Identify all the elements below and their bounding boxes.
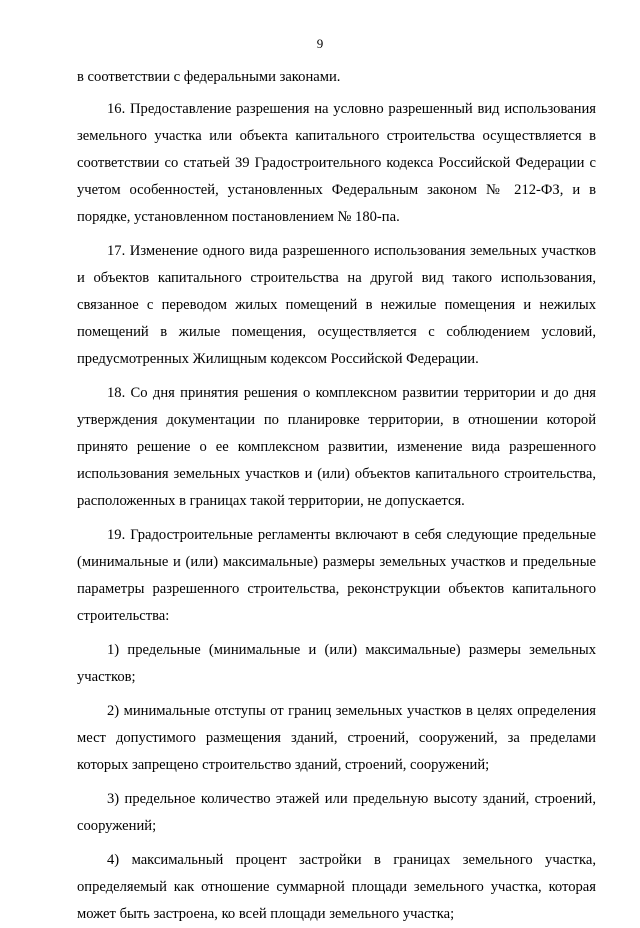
- paragraph-continuation: в соответствии с федеральными законами.: [77, 69, 341, 85]
- paragraph-17: 17. Изменение одного вида разрешенного использования земельных участков и объектов капитального строительства на другой вид такого использования, связанное с переводом жилых помещений в нежилые помещения и нежилых помещений в жилые помещения, осуществляется с соблюдением условий, предусмотренных Жилищным кодексом Российской Федерации.: [77, 243, 596, 367]
- paragraph-16: 16. Предоставление разрешения на условно разрешенный вид использования земельного участка или объекта капитального строительства осуществляется в соответствии со статьей 39 Градостроительного кодекса Российской Федерации с учетом особенностей, установленных Федеральным законом № 212-ФЗ, и в порядке, установленном постановлением № 180-па.: [77, 101, 596, 225]
- list-item-4: 4) максимальный процент застройки в границах земельного участка, определяемый как отношение суммарной площади земельного участка, которая может быть застроена, ко всей площади земельного участка;: [77, 852, 596, 922]
- list-item-1: 1) предельные (минимальные и (или) максимальные) размеры земельных участков;: [77, 642, 596, 685]
- paragraph-18: 18. Со дня принятия решения о комплексном развитии территории и до дня утверждения документации по планировке территории, в отношении которой принято решение о ее комплексном развитии, изменение вида разрешенного использования земельных участков и (или) объектов капитального строительства, расположенных в границах такой территории, не допускается.: [77, 385, 596, 509]
- document-body: [77, 64, 596, 928]
- list-item-2: 2) минимальные отступы от границ земельных участков в целях определения мест допустимого размещения зданий, строений, сооружений, за пределами которых запрещено строительство зданий, строений, сооружений;: [77, 703, 596, 773]
- paragraph-19: 19. Градостроительные регламенты включают в себя следующие предельные (минимальные и (или) максимальные) размеры земельных участков и предельные параметры разрешенного строительства, реконструкции объектов капитального строительства:: [77, 527, 596, 624]
- page-number: 9: [316, 36, 324, 51]
- list-item-3: 3) предельное количество этажей или предельную высоту зданий, строений, сооружений;: [77, 791, 596, 834]
